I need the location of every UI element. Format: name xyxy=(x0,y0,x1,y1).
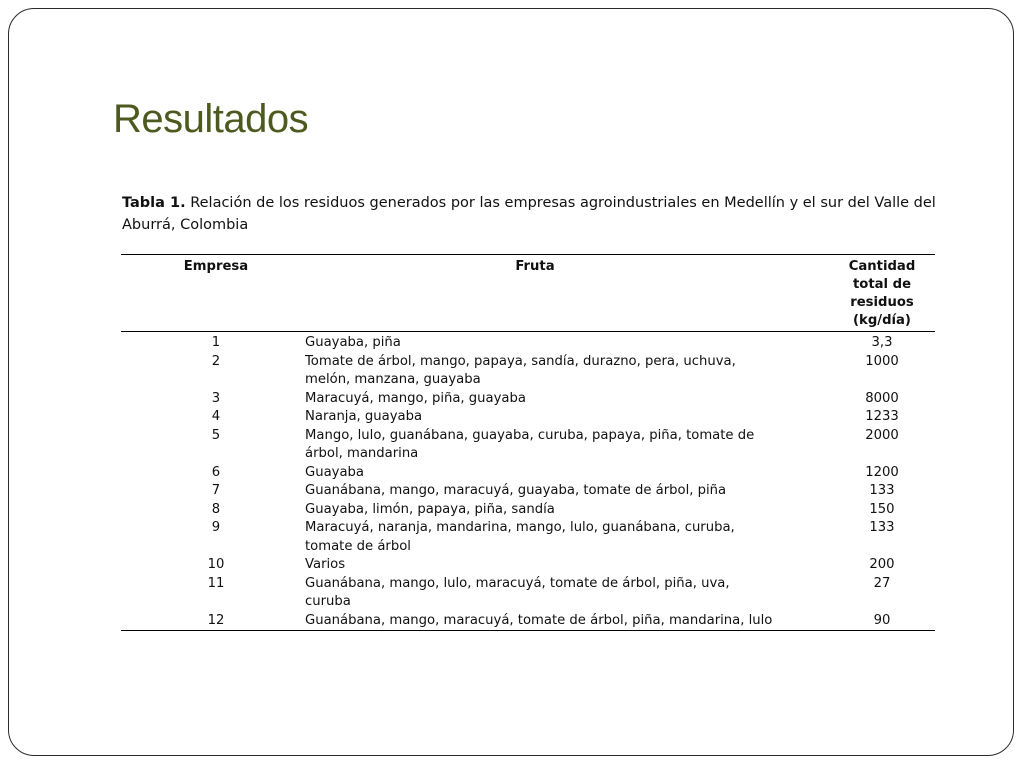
header-cantidad: Cantidad total de residuos (kg/día) xyxy=(795,255,935,332)
cell-fruta: Guayaba xyxy=(305,464,364,480)
cell-cantidad: 133 xyxy=(869,520,895,535)
cell-cantidad: 90 xyxy=(795,612,935,631)
table-row xyxy=(121,408,935,427)
table-caption-label: Tabla 1. xyxy=(122,195,186,211)
cell-cantidad: 27 xyxy=(873,575,891,591)
table-row xyxy=(121,519,935,556)
cell-fruta: Guanábana, mango, maracuyá, guayaba, tomate de árbol, piña xyxy=(305,483,727,498)
table-row xyxy=(121,332,935,353)
cell-empresa: 4 xyxy=(211,409,221,424)
cell-fruta: Mango, lulo, guanábana, guayaba, curuba, papaya, piña, tomate de árbol, mandarina xyxy=(305,427,755,461)
table-caption-text: Relación de los residuos generados por las empresas agroindustriales en Medellín y el sur del Valle del Aburrá, Colombia xyxy=(122,195,936,233)
cell-fruta: Maracuyá, naranja, mandarina, mango, lulo, guanábana, curuba, tomate de árbol xyxy=(305,520,735,554)
cell-empresa: 2 xyxy=(211,353,221,369)
cell-empresa: 12 xyxy=(121,612,275,631)
table-row xyxy=(121,390,935,409)
cell-empresa: 7 xyxy=(211,483,221,498)
results-table xyxy=(121,254,935,631)
cell-cantidad: 1000 xyxy=(865,353,899,369)
header-empresa: Empresa xyxy=(121,255,275,332)
cell-empresa: 1 xyxy=(211,335,221,350)
cell-cantidad: 150 xyxy=(869,501,895,517)
slide-title: Resultados xyxy=(113,97,309,141)
cell-cantidad: 2000 xyxy=(865,427,899,443)
cell-cantidad: 200 xyxy=(869,557,895,572)
table-row xyxy=(121,556,935,575)
cell-fruta: Guanábana, mango, maracuyá, tomate de árbol, piña, mandarina, lulo xyxy=(275,612,795,631)
cell-fruta: Naranja, guayaba xyxy=(305,409,423,424)
cell-cantidad: 1233 xyxy=(865,409,899,424)
cell-empresa: 9 xyxy=(211,520,221,535)
cell-empresa: 11 xyxy=(207,575,225,591)
table-row xyxy=(121,501,935,520)
table-row xyxy=(121,482,935,501)
cell-fruta: Guayaba, limón, papaya, piña, sandía xyxy=(305,501,555,517)
cell-cantidad: 3,3 xyxy=(871,335,893,350)
table-row xyxy=(121,464,935,483)
table-caption xyxy=(122,192,958,236)
table-row xyxy=(121,575,935,612)
table-row xyxy=(121,353,935,390)
cell-fruta: Guayaba, piña xyxy=(305,335,401,350)
table-header-row xyxy=(121,255,935,332)
cell-fruta: Maracuyá, mango, piña, guayaba xyxy=(305,390,526,406)
cell-fruta: Varios xyxy=(305,557,346,572)
cell-fruta: Tomate de árbol, mango, papaya, sandía, durazno, pera, uchuva, melón, manzana, guayaba xyxy=(305,353,736,387)
cell-empresa: 8 xyxy=(211,501,221,517)
cell-cantidad: 8000 xyxy=(865,390,899,406)
header-fruta: Fruta xyxy=(275,255,795,332)
cell-empresa: 10 xyxy=(207,557,225,572)
table-row xyxy=(121,612,935,631)
cell-fruta: Guanábana, mango, lulo, maracuyá, tomate de árbol, piña, uva, curuba xyxy=(305,575,730,609)
cell-empresa: 6 xyxy=(211,464,221,480)
cell-empresa: 3 xyxy=(211,390,221,406)
cell-cantidad: 133 xyxy=(869,483,895,498)
table-row xyxy=(121,427,935,464)
cell-empresa: 5 xyxy=(211,427,221,443)
cell-cantidad: 1200 xyxy=(865,464,899,480)
